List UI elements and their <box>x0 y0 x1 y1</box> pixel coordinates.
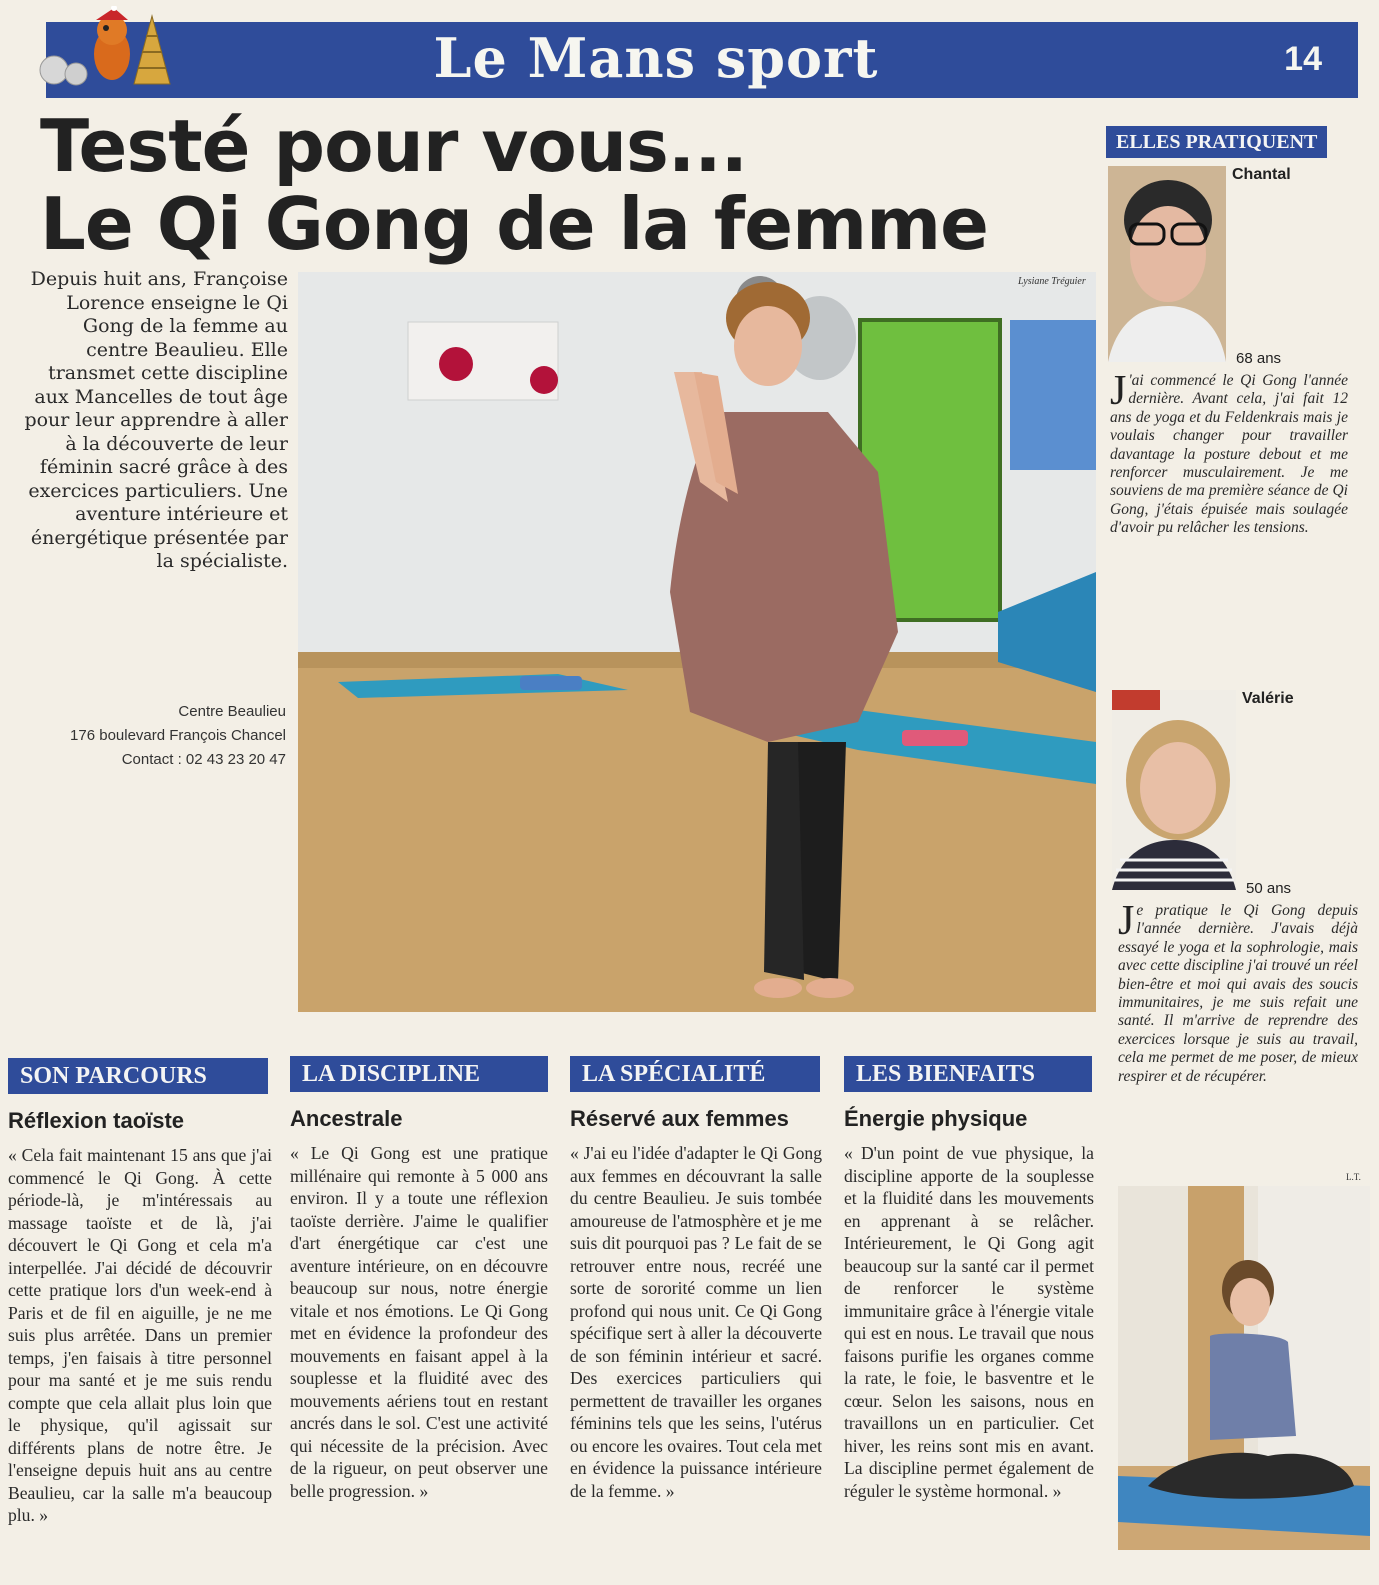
meditation-photo <box>1118 1186 1370 1550</box>
column-body: « Cela fait maintenant 15 ans que j'ai commencé le Qi Gong. À cette période-là, je m'intéressais au massage taoïste et de là, j'ai découvert le Qi Gong et cela m'a interpellée. J'ai décidé de découvrir cette pratique lors d'un week-end à Paris et de fil en aiguille, je ne me suis plus arrêtée. Dans un premier temps, j'en faisais à titre personnel pour ma santé et je me suis rendu compte que cela allait plus loin que le physique, qu'il agissait sur différents plans de notre être. Je l'enseigne depuis huit ans au centre Beaulieu, car la salle m'a beaucoup plu. » <box>8 1145 272 1525</box>
column-son-parcours <box>8 1058 272 1527</box>
venue-name: Centre Beaulieu <box>178 703 286 720</box>
column-label: LES BIENFAITS <box>844 1056 1092 1092</box>
column-title: Réservé aux femmes <box>570 1106 789 1131</box>
section-title: Le Mans sport <box>433 26 879 90</box>
quote-chantal: J 'ai commencé le Qi Gong l'année dernière. Avant cela, j'ai fait 12 ans de yoga et du Feldenkrais mais je voulais changer pour travailler davantage la posture debout et me renforcer musculairement. Je me souviens de ma première séance de Qi Gong, j'étais épuisée mais soulagée d'avoir pu relâcher les tensions. <box>1110 368 1348 537</box>
person-name-valerie: Valérie <box>1242 690 1294 707</box>
column-body: « D'un point de vue physique, la discipline apporte de la souplesse et la fluidité dans les mouvements en apprenant à se relâcher. Intérieurement, le Qi Gong agit beaucoup sur la santé car il permet de renforcer le système immunitaire grâce à l'énergie vitale qui est en nous. Le travail que nous faisons purifie les organes comme la rate, le foie, le basventre et le cœur. Selon les saisons, nous en travaillons un en particulier. Cet hiver, les reins sont mis en avant. La discipline permet également de réguler le système hormonal. » <box>844 1143 1094 1501</box>
column-title: Énergie physique <box>844 1106 1028 1131</box>
person-age-chantal: 68 ans <box>1236 350 1282 367</box>
page-number: 14 <box>1284 40 1322 78</box>
dropcap-chantal: J <box>1110 368 1127 414</box>
section-masthead <box>46 22 1358 98</box>
person-age-valerie: 50 ans <box>1246 880 1292 897</box>
venue-phone: Contact : 02 43 23 20 47 <box>121 751 286 768</box>
photo-credit: Lysiane Tréguier <box>1018 276 1086 287</box>
column-la-specialite <box>570 1056 822 1502</box>
column-la-discipline <box>290 1056 548 1502</box>
headline-line-1: Testé pour vous... <box>40 104 747 188</box>
portrait-chantal <box>1108 166 1226 362</box>
christmas-mascot-logo <box>34 6 184 90</box>
dropcap-valerie: J <box>1118 898 1135 944</box>
article-lead: Depuis huit ans, Françoise Lorence enseigne le Qi Gong de la femme au centre Beaulieu. Elle transmet cette discipline aux Mancelles de tout âge pour leur apprendre à aller à la découverte de leur féminin sacré grâce à des exercices particuliers. Une aventure intérieure et énergétique présentée par la spécialiste. <box>24 268 288 572</box>
column-les-bienfaits <box>844 1056 1094 1502</box>
column-body: « J'ai eu l'idée d'adapter le Qi Gong aux femmes en découvrant la salle du centre Beaulieu. Je suis tombée amoureuse de l'atmosphère et je me suis dit pourquoi pas ? Le fait de se retrouver entre nous, recréé une sorte de sororité comme un lien profond qui nous unit. Ce Qi Gong spécifique sert à aller la découverte de son féminin intérieur et sacré. Des exercices particuliers qui permettent de travailler les organes féminins tels que les seins, l'utérus ou encore les ovaires. Tout cela met en évidence la puissance intérieure de la femme. » <box>570 1143 822 1501</box>
column-title: Ancestrale <box>290 1106 403 1131</box>
small-photo-credit: L.T. <box>1346 1172 1361 1182</box>
column-label: SON PARCOURS <box>8 1058 268 1094</box>
person-name-chantal: Chantal <box>1232 166 1291 183</box>
sidebar-label: ELLES PRATIQUENT <box>1106 126 1327 158</box>
venue-contact <box>24 700 286 772</box>
portrait-valerie <box>1112 690 1236 890</box>
main-photo <box>298 272 1096 1012</box>
column-label: LA DISCIPLINE <box>290 1056 548 1092</box>
column-body: « Le Qi Gong est une pratique millénaire qui remonte à 5 000 ans environ. Il y a toute une réflexion taoïste derrière. J'aime le qualifier d'art énergétique car c'est une aventure intérieure, on en découvre beaucoup sur nous, notre énergie vitale et nos émotions. Le Qi Gong met en évidence la profondeur des mouvements en faisant appel à la souplesse et la fluidité avec des mouvements aériens tout en restant ancrés dans le sol. C'est une activité qui nécessite de la précision. Avec de la rigueur, on peut observer une belle progression. » <box>290 1143 548 1501</box>
venue-address: 176 boulevard François Chancel <box>70 727 286 744</box>
column-label: LA SPÉCIALITÉ <box>570 1056 820 1092</box>
headline-line-2: Le Qi Gong de la femme <box>40 182 988 266</box>
column-title: Réflexion taoïste <box>8 1108 185 1133</box>
quote-valerie: Je pratique le Qi Gong depuis l'année dernière. J'avais déjà essayé le yoga et la sophrologie, mais avec cette discipline j'ai trouvé un réel bien-être et moi qui avais des soucis immunitaires, je me suis refait une santé. Il m'arrive de reprendre des exercices lorsque je suis au travail, cela me permet de me poser, de mieux respirer et de récupérer. <box>1118 898 1358 1085</box>
instructor-photo-illustration <box>298 272 1096 1012</box>
